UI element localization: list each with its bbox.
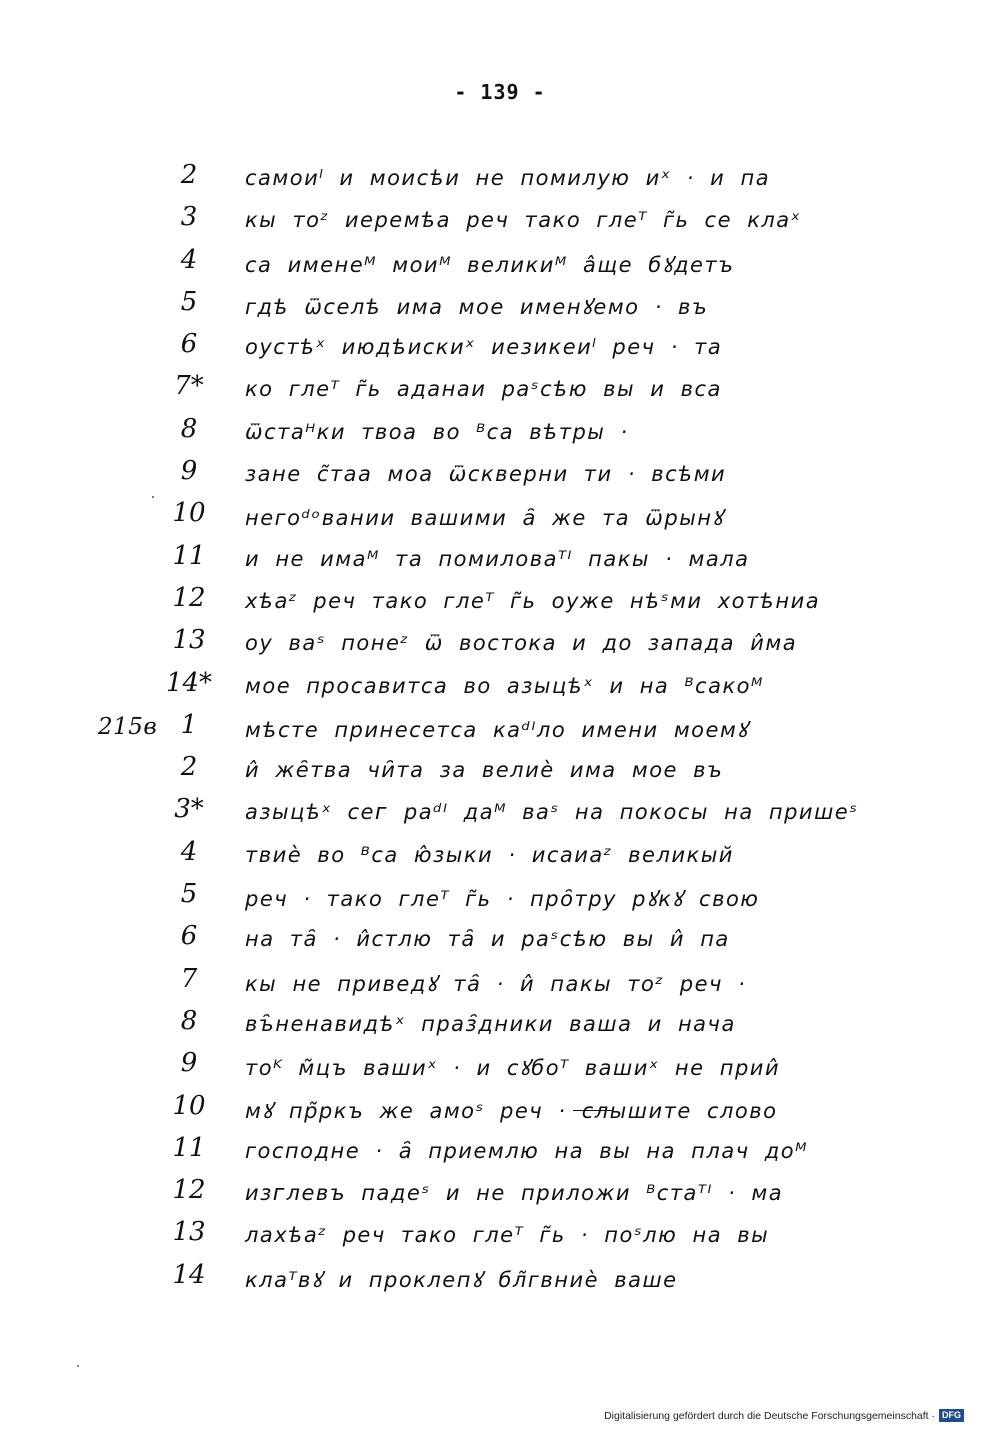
manuscript-line bbox=[0, 1173, 1000, 1215]
manuscript-line bbox=[0, 454, 1000, 496]
dfg-logo-icon: DFG bbox=[939, 1409, 964, 1422]
page-number: - 139 - bbox=[454, 80, 546, 104]
manuscript-line bbox=[0, 792, 1000, 834]
manuscript-line bbox=[0, 369, 1000, 411]
folio-marker: 215в bbox=[98, 713, 158, 740]
line-text: клаᵀвꙋ и проклепꙋ бл̃гвниѐ ваше bbox=[245, 1267, 678, 1292]
manuscript-line bbox=[0, 750, 1000, 792]
line-number: 12 bbox=[172, 582, 206, 613]
line-number: 9 bbox=[180, 1048, 198, 1079]
manuscript-line bbox=[0, 623, 1000, 665]
manuscript-line bbox=[0, 158, 1000, 200]
line-text: ко глеᵀ г̃ь аданаи раˢсѣю вы и вса bbox=[245, 377, 722, 402]
manuscript-line bbox=[0, 539, 1000, 581]
line-text: мое просавитса во азыцѣˣ и на ᴮсакоᴹ bbox=[245, 673, 764, 698]
line-number: 4 bbox=[180, 244, 198, 275]
line-number: 11 bbox=[172, 540, 206, 571]
line-number: 8 bbox=[180, 1005, 198, 1036]
digitization-footer bbox=[604, 1409, 964, 1422]
manuscript-line bbox=[0, 919, 1000, 961]
line-number: 1 bbox=[180, 709, 198, 740]
line-number: 8 bbox=[180, 413, 198, 444]
line-number: 3 bbox=[180, 202, 198, 233]
manuscript-line bbox=[0, 962, 1000, 1004]
manuscript-line bbox=[0, 1046, 1000, 1088]
line-text: твиѐ во ᴮса ю̂зыки · исаиаᶻ великый bbox=[245, 842, 734, 867]
manuscript-line bbox=[0, 327, 1000, 369]
line-number: 10 bbox=[172, 1090, 206, 1121]
line-text: кы тоᶻ иеремѣа реч тако глеᵀ г̃ь се клаˣ bbox=[245, 208, 802, 233]
manuscript-line bbox=[0, 1089, 1000, 1131]
line-number: 12 bbox=[172, 1175, 206, 1206]
line-text: оустѣˣ июдѣискиˣ иезикеиˡ реч · та bbox=[245, 335, 723, 360]
underline-mark bbox=[573, 1110, 613, 1111]
line-text: оу ваˢ понеᶻ ѿ востока и до запада и̂ма bbox=[245, 631, 798, 656]
line-text: мѣсте принесетса каᵈᴵло имени моемꙋ bbox=[245, 717, 749, 742]
line-number: 7 bbox=[180, 963, 198, 994]
line-number: 5 bbox=[180, 879, 198, 910]
line-number: 6 bbox=[180, 921, 198, 952]
line-text: реч · тако глеᵀ г̃ь · про̑тру рꙋкꙋ свою bbox=[245, 887, 760, 912]
line-number: 11 bbox=[172, 1132, 206, 1163]
line-number: 4 bbox=[180, 836, 198, 867]
line-text: са именеᴹ моиᴹ великиᴹ а̂ще бꙋдетъ bbox=[245, 252, 735, 277]
manuscript-line bbox=[0, 1258, 1000, 1300]
line-text: мꙋ пр̃ркъ же амоˢ реч · слышите слово bbox=[245, 1098, 778, 1123]
manuscript-line bbox=[0, 1215, 1000, 1257]
line-text: въ̑ненавидѣˣ праз̑дники ваша и нача bbox=[245, 1011, 736, 1036]
line-text: негоᵈᵒвании вашими а̑ же та ѿрынꙋ bbox=[245, 506, 724, 531]
line-number: 2 bbox=[180, 160, 198, 190]
footer-text: Digitalisierung gefördert durch die Deutsche Forschungsgemeinschaft · bbox=[604, 1409, 935, 1422]
line-number: 7* bbox=[174, 371, 204, 402]
line-number: 6 bbox=[180, 329, 198, 360]
line-text: и̂ же̑тва чи̑та за велиѐ има мое въ bbox=[245, 758, 724, 783]
ink-speck bbox=[152, 496, 154, 498]
manuscript-line bbox=[0, 835, 1000, 877]
manuscript-line bbox=[0, 708, 1000, 750]
line-text: азыцѣˣ сеᴦ раᵈᴵ даᴹ ваˢ на покосы на пришеˢ bbox=[245, 800, 859, 825]
line-number: 10 bbox=[172, 498, 206, 529]
manuscript-line bbox=[0, 666, 1000, 708]
line-number: 5 bbox=[180, 286, 198, 317]
line-text: на та̑ · и̂стлю та̑ и раˢсѣю вы и̂ па bbox=[245, 927, 730, 952]
manuscript-line bbox=[0, 412, 1000, 454]
line-number: 13 bbox=[172, 625, 206, 656]
manuscript-line bbox=[0, 1131, 1000, 1173]
manuscript-line bbox=[0, 200, 1000, 242]
manuscript-line bbox=[0, 1004, 1000, 1046]
line-text: ѿстаᴴки твоа во ᴮса вѣтры · bbox=[245, 419, 629, 444]
manuscript-line bbox=[0, 285, 1000, 327]
manuscript-line bbox=[0, 243, 1000, 285]
line-text: и не имаᴹ та помиловаᵀᴵ пакы · мала bbox=[245, 546, 750, 571]
line-text: тоᴷ м̃цъ вашиˣ · и сꙋбоᵀ вашиˣ не прии̂ bbox=[245, 1056, 781, 1081]
line-number: 9 bbox=[180, 456, 198, 487]
line-text: кы не приведꙋ та̑ · и̂ пакы тоᶻ реч · bbox=[245, 971, 747, 996]
line-text: господне · а̑ приемлю на вы на плач доᴹ bbox=[245, 1138, 809, 1163]
line-number: 14* bbox=[165, 667, 213, 698]
line-number: 2 bbox=[180, 752, 198, 783]
line-text: лахѣаᶻ реч тако глеᵀ г̃ь · поˢлю на вы bbox=[245, 1223, 770, 1248]
line-text: гдѣ ѿселѣ има мое именꙋемо · въ bbox=[245, 294, 709, 319]
manuscript-line bbox=[0, 581, 1000, 623]
line-text: самоиˡ и моисѣи не помилую иˣ · и па bbox=[245, 166, 771, 190]
ink-speck bbox=[77, 1365, 79, 1367]
line-text: хѣаᶻ реч тако глеᵀ г̃ь оуже нѣˢми хотѣниа bbox=[245, 588, 821, 613]
line-number: 3* bbox=[174, 794, 204, 825]
line-text: изᴦлевъ падеˢ и не приложи ᴮстаᵀᴵ · ма bbox=[245, 1181, 784, 1206]
line-text: зане с̃таа моа ѿскверни ти · всѣми bbox=[245, 462, 727, 487]
line-number: 14 bbox=[172, 1259, 206, 1290]
manuscript-line bbox=[0, 496, 1000, 538]
manuscript-line bbox=[0, 877, 1000, 919]
line-number: 13 bbox=[172, 1217, 206, 1248]
manuscript-transcription bbox=[0, 158, 1000, 1300]
